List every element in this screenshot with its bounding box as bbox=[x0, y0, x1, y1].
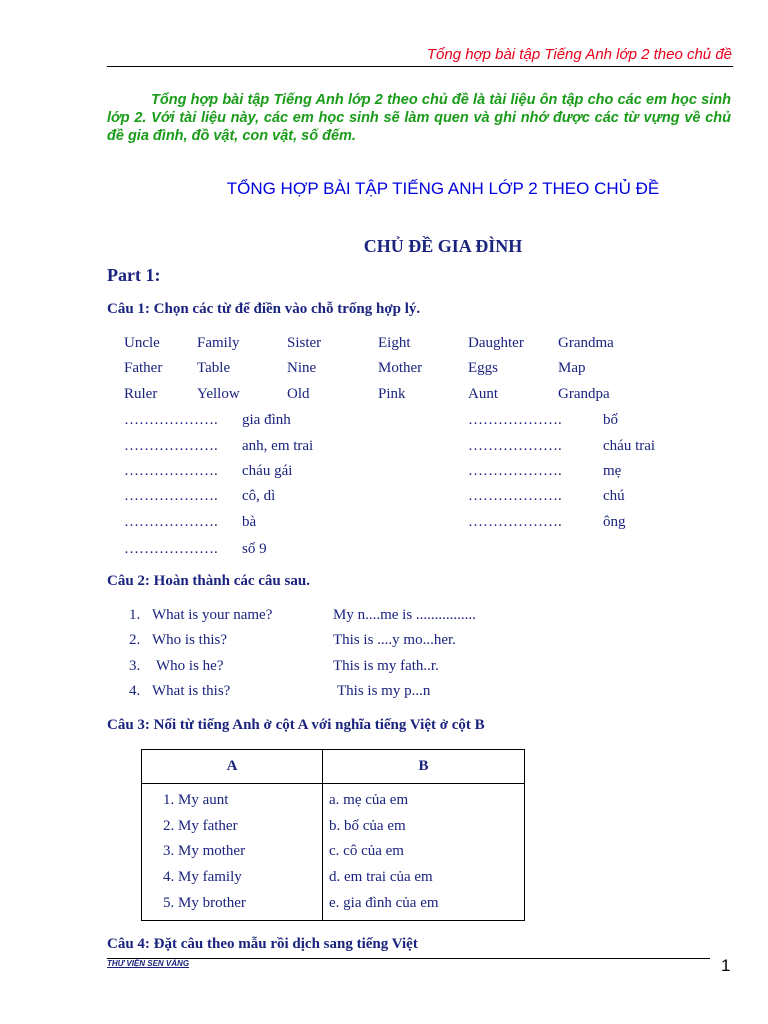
column-b-header: B bbox=[323, 750, 525, 784]
word-bank-item: Yellow bbox=[197, 386, 240, 402]
footer-rule bbox=[107, 958, 710, 959]
answer-blank[interactable]: ………………. bbox=[124, 438, 218, 454]
column-a-item: 3. My mother bbox=[163, 843, 246, 859]
meaning-label: mẹ bbox=[603, 463, 622, 479]
word-bank-item: Sister bbox=[287, 335, 322, 351]
meaning-label: ông bbox=[603, 514, 626, 530]
footer-library-link[interactable]: THƯ VIỆN SEN VÀNG bbox=[107, 959, 190, 968]
meaning-label: cháu gái bbox=[242, 463, 293, 479]
word-bank-item: Mother bbox=[378, 360, 423, 376]
header-rule bbox=[107, 66, 733, 67]
answer-blank[interactable]: ………………. bbox=[468, 488, 562, 504]
intro-paragraph: Tổng hợp bài tập Tiếng Anh lớp 2 theo chủ đề là tài liệu ôn tập cho các em học sinh lớp 2. Với tài liệu này, các em học sinh sẽ làm quen và ghi nhớ được các từ vựng về chủ đề gia đình, đồ vật, con vật, số đếm. bbox=[107, 92, 731, 144]
column-a-item: 5. My brother bbox=[163, 895, 246, 911]
meaning-label: cháu trai bbox=[603, 438, 656, 454]
meaning-label: bà bbox=[242, 514, 257, 530]
question-4-title: Câu 4: Đặt câu theo mẫu rồi dịch sang tiếng Việt bbox=[107, 936, 418, 952]
column-b-item: b. bố của em bbox=[329, 818, 406, 834]
answer-blank[interactable]: ………………. bbox=[468, 463, 562, 479]
column-a-item: 1. My aunt bbox=[163, 792, 229, 808]
meaning-label: cô, dì bbox=[242, 488, 276, 504]
item-answer: This is ....y mo...her. bbox=[333, 632, 456, 648]
word-bank-item: Eggs bbox=[468, 360, 498, 376]
section-title: CHỦ ĐỀ GIA ĐÌNH bbox=[363, 236, 523, 256]
word-bank-item: Map bbox=[558, 360, 586, 376]
word-bank-item: Old bbox=[287, 386, 310, 402]
item-question: Who is he? bbox=[156, 658, 224, 674]
meaning-label: bố bbox=[603, 412, 618, 428]
document-title: TỔNG HỢP BÀI TẬP TIẾNG ANH LỚP 2 THEO CHỦ ĐỀ bbox=[226, 179, 660, 198]
answer-blank[interactable]: ………………. bbox=[124, 463, 218, 479]
item-number: 3. bbox=[129, 658, 141, 674]
answer-blank[interactable]: ………………. bbox=[468, 438, 562, 454]
answer-blank[interactable]: ………………. bbox=[124, 488, 218, 504]
word-bank-item: Family bbox=[197, 335, 240, 351]
word-bank-item: Nine bbox=[287, 360, 317, 376]
column-b-cell bbox=[323, 784, 525, 921]
answer-blank[interactable]: ………………. bbox=[468, 412, 562, 428]
answer-blank[interactable]: ………………. bbox=[468, 514, 562, 530]
column-b-item: a. mẹ của em bbox=[329, 792, 409, 808]
word-bank-item: Uncle bbox=[124, 335, 160, 351]
word-bank-item: Grandma bbox=[558, 335, 614, 351]
item-number: 4. bbox=[129, 683, 141, 699]
matching-table bbox=[141, 749, 525, 921]
word-bank-item: Aunt bbox=[468, 386, 498, 402]
word-bank-item: Eight bbox=[378, 335, 411, 351]
question-1-title: Câu 1: Chọn các từ để điền vào chỗ trống hợp lý. bbox=[107, 301, 421, 317]
column-a-header: A bbox=[142, 750, 323, 784]
part-label: Part 1: bbox=[107, 265, 161, 285]
question-2-title: Câu 2: Hoàn thành các câu sau. bbox=[107, 573, 310, 589]
word-bank-item: Ruler bbox=[124, 386, 158, 402]
column-a-cell bbox=[142, 784, 323, 921]
item-number: 1. bbox=[129, 607, 141, 623]
column-b-item: e. gia đình của em bbox=[329, 895, 439, 911]
item-answer: This is my p...n bbox=[337, 683, 431, 699]
column-b-item: c. cô của em bbox=[329, 843, 404, 859]
question-3-title: Câu 3: Nối từ tiếng Anh ở cột A với nghĩa tiếng Việt ở cột B bbox=[107, 717, 485, 733]
column-a-item: 2. My father bbox=[163, 818, 238, 834]
answer-blank[interactable]: ………………. bbox=[124, 514, 218, 530]
column-a-item: 4. My family bbox=[163, 869, 242, 885]
word-bank-item: Pink bbox=[378, 386, 406, 402]
item-answer: My n....me is ................ bbox=[333, 607, 476, 623]
meaning-label: chú bbox=[603, 488, 625, 504]
item-answer: This is my fath..r. bbox=[333, 658, 439, 674]
meaning-label: gia đình bbox=[242, 412, 291, 428]
item-question: What is your name? bbox=[152, 607, 273, 623]
meaning-label: anh, em trai bbox=[242, 438, 314, 454]
item-number: 2. bbox=[129, 632, 141, 648]
item-question: Who is this? bbox=[152, 632, 227, 648]
answer-blank[interactable]: ………………. bbox=[124, 541, 218, 557]
page-number: 1 bbox=[721, 956, 731, 975]
running-header-title: Tổng hợp bài tập Tiếng Anh lớp 2 theo chủ đề bbox=[426, 46, 732, 63]
item-question: What is this? bbox=[152, 683, 231, 699]
word-bank-item: Father bbox=[124, 360, 163, 376]
column-b-item: d. em trai của em bbox=[329, 869, 433, 885]
word-bank-item: Grandpa bbox=[558, 386, 610, 402]
answer-blank[interactable]: ………………. bbox=[124, 412, 218, 428]
word-bank-item: Table bbox=[197, 360, 231, 376]
word-bank-item: Daughter bbox=[468, 335, 524, 351]
meaning-label: số 9 bbox=[242, 541, 267, 557]
